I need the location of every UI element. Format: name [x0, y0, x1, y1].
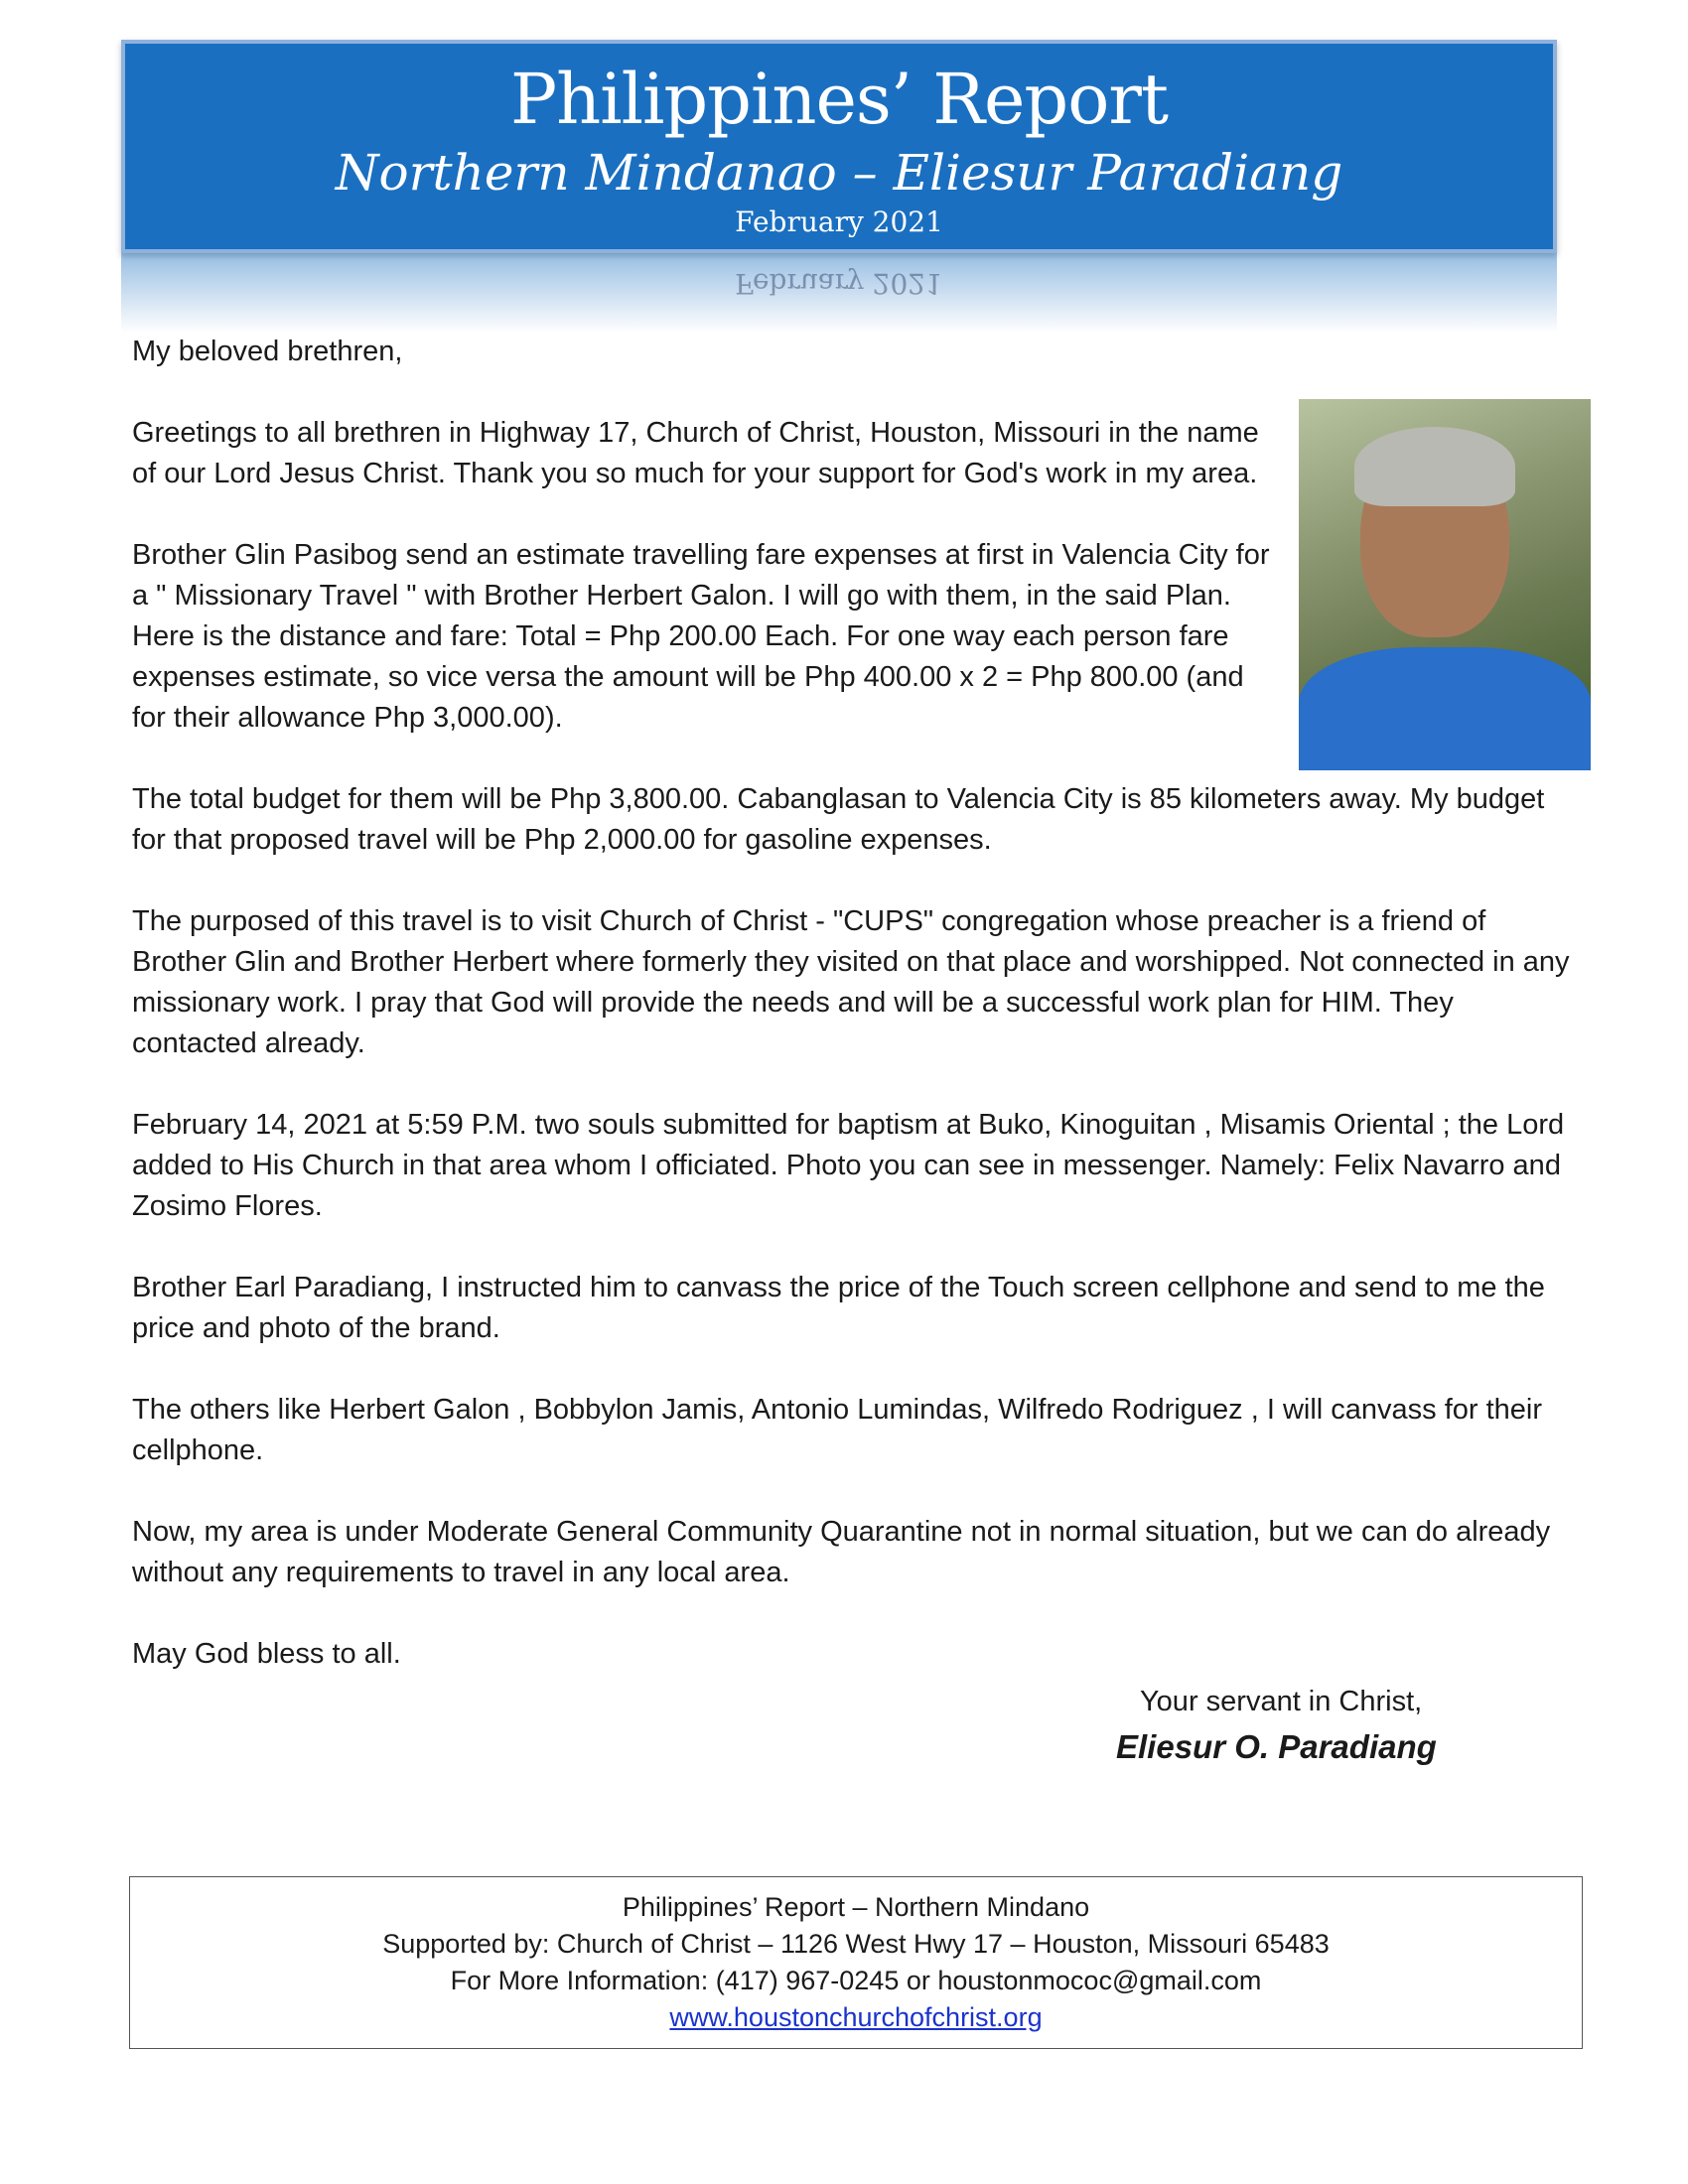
letter-paragraph: The total budget for them will be Php 3,800.00. Cabanglasan to Valencia City is 85 kilometers away. My budget for that proposed travel will be Php 2,000.00 for gasoline expenses. [132, 783, 1545, 856]
letter-paragraph: The purposed of this travel is to visit Church of Christ - "CUPS" congregation whose preacher is a friend of Brother Glin and Brother Herbert where formerly they visited on that place and worshipped. Not connected in any missionary work. I pray that God will provide the needs and will be a successful work plan for HIM. They contacted already. [132, 905, 1570, 1059]
report-title: Philippines’ Report [510, 59, 1168, 140]
footer-box [129, 1876, 1583, 2049]
letter-greeting: My beloved brethren, [132, 336, 403, 367]
report-header-banner [121, 40, 1557, 253]
letter-body [132, 332, 1582, 1715]
letter-paragraph: Brother Earl Paradiang, I instructed him to canvass the price of the Touch screen cellphone and send to me the price and photo of the brand. [132, 1272, 1545, 1344]
footer-website-link[interactable]: www.houstonchurchofchrist.org [669, 2002, 1043, 2032]
letter-paragraph: Now, my area is under Moderate General Community Quarantine not in normal situation, but we can do already without any requirements to travel in any local area. [132, 1516, 1551, 1588]
letter-paragraph: February 14, 2021 at 5:59 P.M. two souls submitted for baptism at Buko, Kinoguitan , Misamis Oriental ; the Lord added to His Church in that area whom I officiated. Photo you can see in messenger. Namely: Felix Navarro and Zosimo Flores. [132, 1109, 1565, 1222]
letter-paragraph: Brother Glin Pasibog send an estimate travelling fare expenses at first in Valencia City for a " Missionary Travel " with Brother Herbert Galon. I will go with them, in the said Plan. Here is the distance and fare: Total = Php 200.00 Each. For one way each person fare expenses estimate, so vice versa the amount will be Php 400.00 x 2 = Php 800.00 (and for their allowance Php 3,000.00). [132, 539, 1270, 734]
report-subtitle: Northern Mindanao – Eliesur Paradiang [335, 144, 1343, 202]
footer-contact: For More Information: (417) 967-0245 or houstonmococ@gmail.com [450, 1966, 1262, 1995]
letter-paragraph: Greetings to all brethren in Highway 17, Church of Christ, Houston, Missouri in the name of our Lord Jesus Christ. Thank you so much for your support for God's work in my area. [132, 417, 1259, 489]
letter-signature: Eliesur O. Paradiang [1116, 1728, 1437, 1765]
reflected-date: February 2021 [735, 267, 943, 300]
report-date: February 2021 [735, 205, 943, 238]
letter-signoff: Your servant in Christ, [1140, 1686, 1423, 1717]
letter-closing: May God bless to all. [132, 1638, 401, 1670]
footer-support: Supported by: Church of Christ – 1126 West Hwy 17 – Houston, Missouri 65483 [382, 1929, 1330, 1959]
footer-title: Philippines’ Report – Northern Mindano [622, 1892, 1090, 1922]
banner-reflection [121, 253, 1557, 333]
letter-paragraph: The others like Herbert Galon , Bobbylon Jamis, Antonio Lumindas, Wilfredo Rodriguez , I will canvass for their cellphone. [132, 1394, 1543, 1466]
